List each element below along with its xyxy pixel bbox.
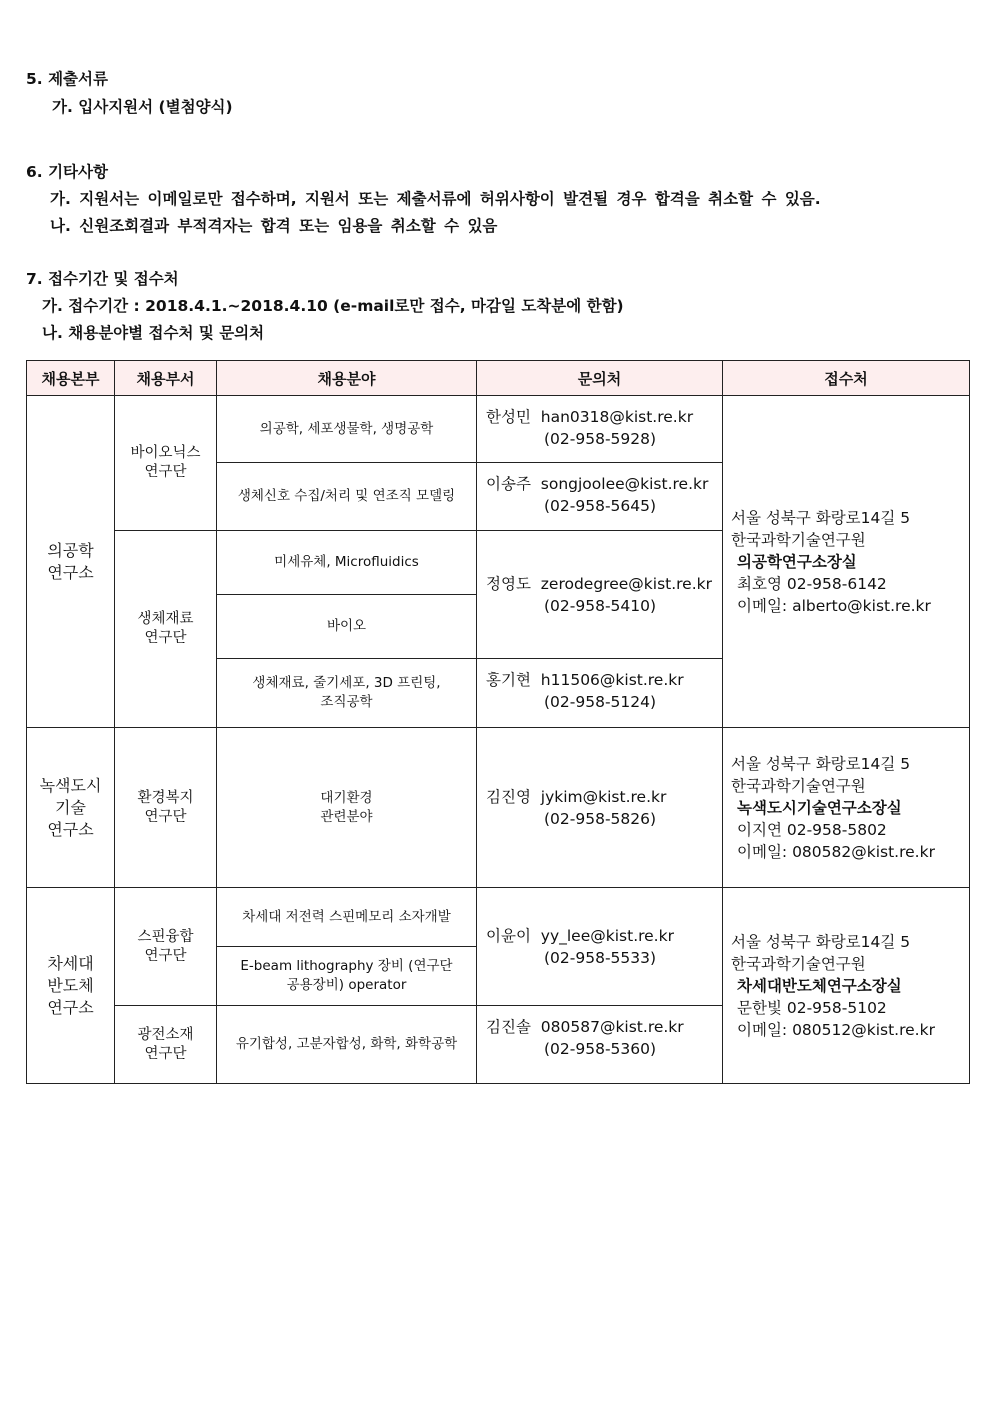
contact-kim-js: 김진솔 080587@kist.re.kr (02-958-5360) — [477, 1006, 723, 1084]
dept-env-welfare: 환경복지 연구단 — [115, 728, 217, 888]
org-name-green-city: 녹색도시 기술 연구소 — [27, 728, 115, 888]
field-microfluidics: 미세유체, Microfluidics — [217, 531, 477, 595]
contact-lee-yy: 이윤이 yy_lee@kist.re.kr (02-958-5533) — [477, 888, 723, 1006]
email-link[interactable]: h11506@kist.re.kr — [540, 671, 684, 689]
section5-heading: 5. 제출서류 — [26, 70, 108, 88]
section6-heading: 6. 기타사항 — [26, 163, 108, 181]
dept-spin: 스핀융합 연구단 — [115, 888, 217, 1006]
header-contact: 문의처 — [477, 361, 723, 396]
contact-han: 한성민 han0318@kist.re.kr (02-958-5928) — [477, 396, 723, 463]
email-link[interactable]: 080587@kist.re.kr — [540, 1018, 684, 1036]
org-name-semiconductor: 차세대 반도체 연구소 — [27, 888, 115, 1084]
email-link[interactable]: zerodegree@kist.re.kr — [540, 574, 712, 593]
dept-biomaterials: 생체재료 연구단 — [115, 531, 217, 728]
section5-item-1: 가. 입사지원서 (별첨양식) — [52, 98, 233, 116]
email-link[interactable]: han0318@kist.re.kr — [540, 408, 694, 426]
header-field: 채용분야 — [217, 361, 477, 396]
reception-green-city: 서울 성북구 화랑로14길 5 한국과학기술연구원 녹색도시기술연구소장실 이지연 02-958-5802 이메일: 080582@kist.re.kr — [723, 728, 970, 888]
field-spin-memory: 차세대 저전력 스핀메모리 소자개발 — [217, 888, 477, 947]
table-row — [27, 888, 970, 947]
field-biomaterials: 생체재료, 줄기세포, 3D 프린팅, 조직공학 — [217, 659, 477, 728]
contact-lee: 이송주 songjoolee@kist.re.kr (02-958-5645) — [477, 463, 723, 531]
field-air-environment: 대기환경 관련분야 — [217, 728, 477, 888]
section7-item-1: 가. 접수기간 : 2018.4.1.~2018.4.10 (e-mail로만 접수, 마감일 도착분에 한함) — [42, 297, 624, 315]
reception-semiconductor: 서울 성북구 화랑로14길 5 한국과학기술연구원 차세대반도체연구소장실 문한빛 02-958-5102 이메일: 080512@kist.re.kr — [723, 888, 970, 1084]
field-biosignal: 생체신호 수집/처리 및 연조직 모델링 — [217, 463, 477, 531]
dept-optoelectronic: 광전소재 연구단 — [115, 1006, 217, 1084]
field-organic-synthesis: 유기합성, 고분자합성, 화학, 화학공학 — [217, 1006, 477, 1084]
section6-item-2: 나. 신원조회결과 부적격자는 합격 또는 임용을 취소할 수 있음 — [50, 217, 498, 235]
section7-item-2: 나. 채용분야별 접수처 및 문의처 — [42, 324, 265, 342]
org-name-biomedical: 의공학 연구소 — [27, 396, 115, 728]
email-link[interactable]: songjoolee@kist.re.kr — [540, 475, 709, 493]
field-ebeam: E-beam lithography 장비 (연구단 공용장비) operator — [217, 947, 477, 1006]
contact-kim-jy: 김진영 jykim@kist.re.kr (02-958-5826) — [477, 728, 723, 888]
section6-item-1: 가. 지원서는 이메일로만 접수하며, 지원서 또는 제출서류에 허위사항이 발견될 경우 합격을 취소할 수 있음. — [50, 190, 821, 208]
header-department: 채용부서 — [115, 361, 217, 396]
section7-heading: 7. 접수기간 및 접수처 — [26, 270, 179, 288]
table-header-row — [27, 361, 970, 396]
email-link[interactable]: yy_lee@kist.re.kr — [540, 926, 674, 945]
contact-hong: 홍기현 h11506@kist.re.kr (02-958-5124) — [477, 659, 723, 728]
contact-jung: 정영도 zerodegree@kist.re.kr (02-958-5410) — [477, 531, 723, 659]
table-row — [27, 396, 970, 463]
reception-biomedical: 서울 성북구 화랑로14길 5 한국과학기술연구원 의공학연구소장실 최호영 02-958-6142 이메일: alberto@kist.re.kr — [723, 396, 970, 728]
email-link[interactable]: jykim@kist.re.kr — [540, 787, 667, 806]
field-bio: 바이오 — [217, 595, 477, 659]
dept-bionics: 바이오닉스 연구단 — [115, 396, 217, 531]
header-reception: 접수처 — [723, 361, 970, 396]
field-biomedical-eng: 의공학, 세포생물학, 생명공학 — [217, 396, 477, 463]
table-row — [27, 728, 970, 888]
header-division: 채용본부 — [27, 361, 115, 396]
recruitment-contact-table — [26, 360, 970, 1084]
